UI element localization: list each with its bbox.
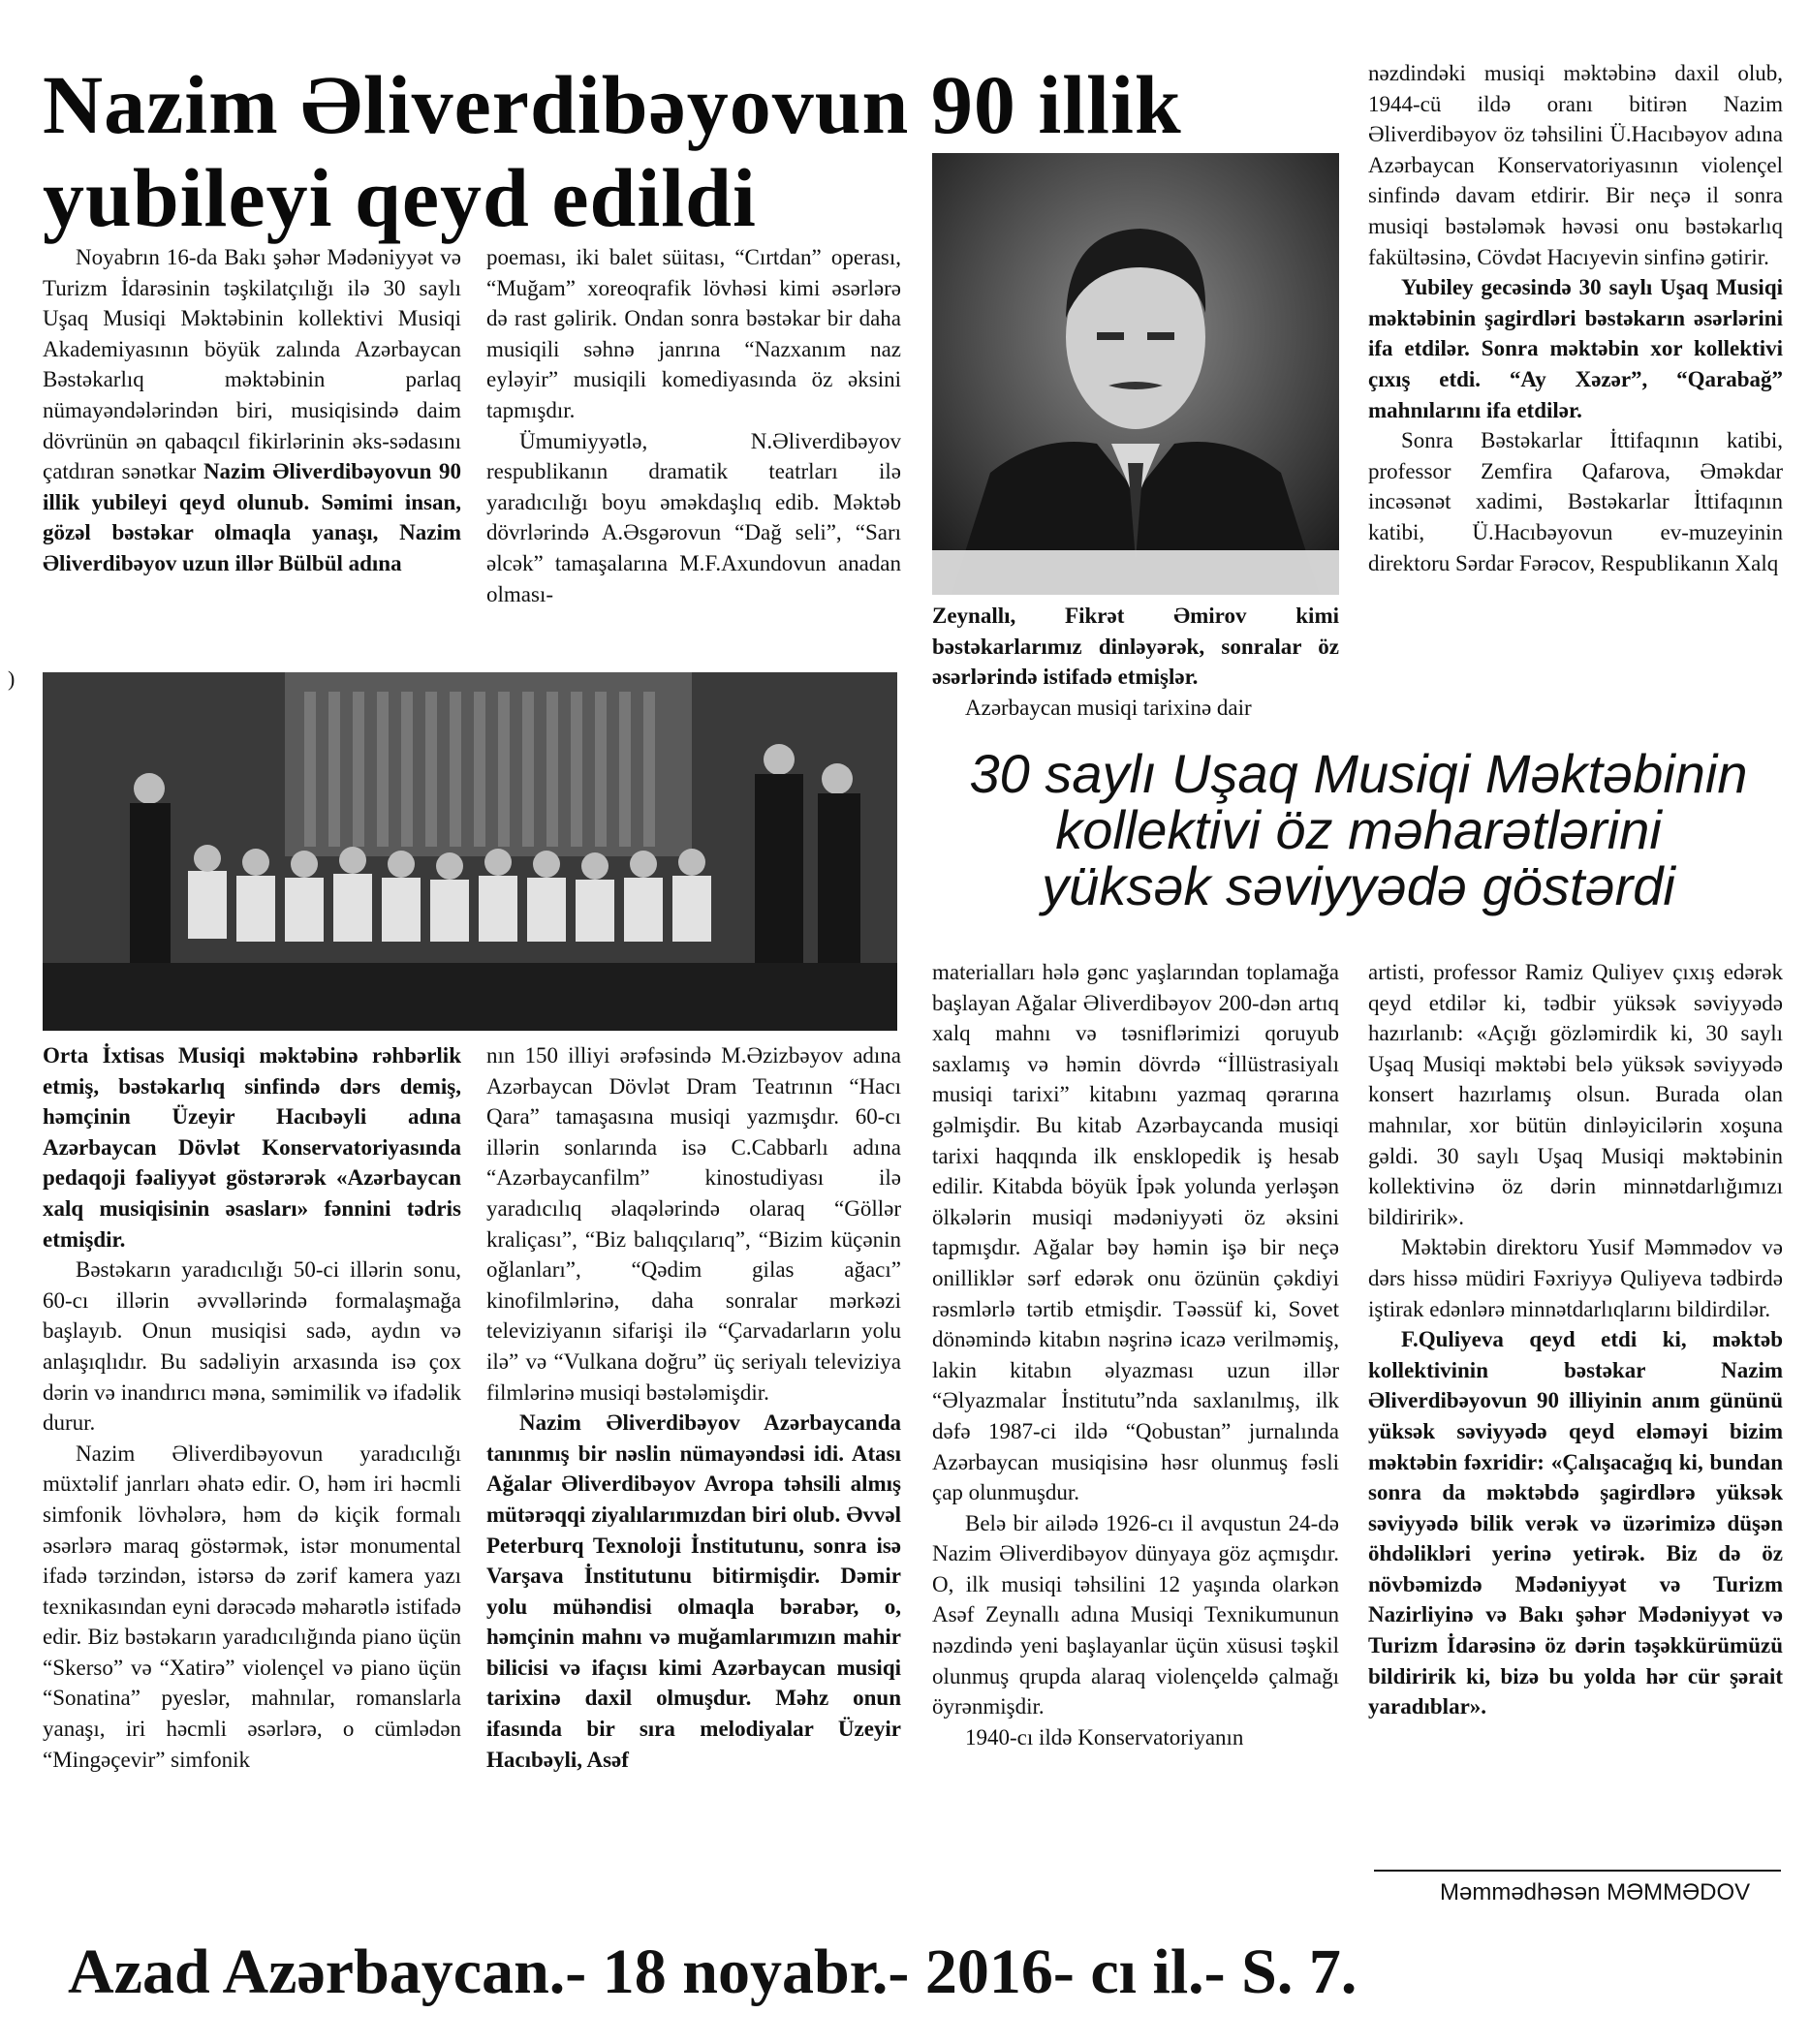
margin-mark: ) <box>8 666 16 691</box>
col4-paragraph-1: nəzdindəki musiqi məktəbinə daxil olub, 1944-cü ildə oranı bitirən Nazim Əliverdibəyov öz təhsilini Ü.Hacıbəyov adına Azərbaycan Konservatoriyasının violençel sinfində davam etdirir. Bir neçə il sonra musiqi bəstələmək həvəsi onu bəstəkarlıq fakültəsinə, Cövdət Hacıyevin sinfinə gətirir. <box>1368 61 1783 269</box>
col4-bottom-paragraph-2: Məktəbin direktoru Yusif Məmmədov və dərs hissə müdiri Fəxriyyə Quliyeva tədbirdə iştirak edənlərə minnətdarlıqlarını bildirdilər. <box>1368 1235 1783 1321</box>
headline-line-2: yubileyi qeyd edildi <box>43 151 757 244</box>
col1-bottom-paragraph-3: Nazim Əliverdibəyovun yaradıcılığı müxtəlif janrları əhatə edir. O, həm iri həcmli simfonik lövhələrə, həm də kiçik formalı əsərlərə maraq göstərmək, istər monumental ifadə tərzindən, istərsə də zərif kamera yazı texnikasından eyni dərəcədə məharətlə istifadə edir. Biz bəstəkarın yaradıcılığında piano üçün “Skerso” və “Xatirə” violençel və piano üçün “Sonatina” pyeslər, mahnılar, romanslarla yanaşı, iri həcmli əsərlərə, o cümlədən “Mingəçevir” simfonik <box>43 1440 461 1772</box>
column-3-top <box>932 601 1339 723</box>
intro-text: Noyabrın 16-da Bakı şəhər Mədəniyyət və Turizm İdarəsinin təşkilatçılığı ilə 30 saylı Uşaq Musiqi Məktəbinin kollektivi Musiqi Akademiyasının böyük zalında Azərbaycan Bəstəkarlıq məktəbinin parlaq nümayəndələrindən biri, musiqisində daim dövrünün ən qabaqcıl fikirlərinin əks-sədasını çatdıran sənətkar <box>43 245 461 484</box>
portrait-caption: Zeynallı, Fikrət Əmirov kimi bəstəkarlarımız dinləyərək, sonralar öz əsərlərində istifadə etmişlər. <box>932 604 1339 690</box>
column-4-bottom <box>1368 957 1783 1722</box>
col4-paragraph-3: Sonra Bəstəkarlar İttifaqının katibi, professor Zemfira Qafarova, Əməkdar incəsənət xadimi, Bəstəkarlar İttifaqının katibi, Ü.Hacıbəyovun ev-muzeyinin direktoru Sərdar Fərəcov, Respublikanın Xalq <box>1368 428 1783 575</box>
col3-bottom-paragraph-1: materialları hələ gənc yaşlarından toplamağa başlayan Ağalar Əliverdibəyov 200-dən artıq xalq mahnı və təsniflərimizi qoruyub saxlamış və həmin dövrdə “İllüstrasiyalı musiqi tarixi” kitabını yazmaq qərarına gəlmişdir. Bu kitab Azərbaycanda musiqi tarixi haqqında ilk ensklopedik iş hesab edilir. Kitabda böyük İpək yolunda yerləşən ölkələrin musiqi mədəniyyəti öz əksini tapmışdır. Ağalar bəy həmin işə bir neçə onilliklər sərf edərək onu özünün çəkdiyi rəsmlərlə tərtib etmişdir. Təəssüf ki, Sovet dönəmində kitabın nəşrinə icazə verilməmiş, lakin kitabın əlyazması uzun illər “Əlyazmalar İnstitutu”nda saxlanılmış, ilk dəfə 1987-ci ildə “Qobustan” jurnalında Azərbaycan musiqisinə həsr olunmuş fəsli çap olunmuşdur. <box>932 960 1339 1505</box>
column-1-top <box>43 242 461 579</box>
col3-bottom-paragraph-3: 1940-cı ildə Konservatoriyanın <box>965 1724 1244 1750</box>
col1-bottom-paragraph-2: Bəstəkarın yaradıcılığı 50-ci illərin sonu, 60-cı illərin əvvəllərində formalaşmağa başlayıb. Onun musiqisi sadə, aydın və anlaşıqlıdır. Bu sadəliyin arxasında isə çox dərin və inandırıcı məna, səmimilik və ifadəlik durur. <box>43 1257 461 1436</box>
portrait-photo <box>932 153 1339 595</box>
portrait-image <box>932 153 1339 595</box>
sub-headline-line-1: 30 saylı Uşaq Musiqi Məktəbinin <box>969 743 1748 804</box>
col2-paragraph-1: poeması, iki balet süitası, “Cırtdan” operası, “Muğam” xoreoqrafik lövhəsi kimi əsərlərə də rast gəlirik. Ondan sonra bəstəkar bir daha musiqili səhnə janrına “Nazxanım naz eyləyir” musiqili komediyasında öz əksini tapmışdır. <box>486 245 901 422</box>
choir-photo <box>43 672 897 1031</box>
column-2-top <box>486 242 901 609</box>
sub-headline-line-3: yüksək səviyyədə göstərdi <box>1042 855 1675 916</box>
source-citation: Azad Azərbaycan.- 18 noyabr.- 2016- cı il.- S. 7. <box>68 1936 1358 2007</box>
col2-paragraph-2: Ümumiyyətlə, N.Əliverdibəyov respublikanın dramatik teatrları ilə yaradıcılığı boyu əməkdaşlıq edib. Məktəb dövrlərində A.Əsgərovun “Dağ seli”, “Sarı əlcək” tamaşalarına M.F.Axundovun anadan olması- <box>486 428 901 606</box>
choir-image <box>43 672 897 1031</box>
intro-bold-text: Nazim Əliverdibəyovun 90 illik yubileyi qeyd olunub. Səmimi insan, gözəl bəstəkar olmaqla yanaşı, Nazim Əliverdibəyov uzun illər Bülbül adına <box>43 459 461 575</box>
col2-bottom-paragraph-2: Nazim Əliverdibəyov Azərbaycanda tanınmış bir nəslin nümayəndəsi idi. Atası Ağalar Əliverdibəyov Avropa təhsili almış mütərəqqi ziyalılarımızdan biri olub. Əvvəl Peterburq Texnoloji İnstitutunu, sonra isə Varşava İnstitutunu bitirmişdir. Dəmir yolu mühəndisi olmaqla bərabər, o, həmçinin mahnı və muğamlarımızın mahir bilicisi və ifaçısı kimi Azərbaycan musiqi tarixinə daxil olmuşdur. Məhz onun ifasında bir sıra melodiyalar Üzeyir Hacıbəyli, Asəf <box>486 1410 901 1772</box>
intro-paragraph <box>43 242 461 579</box>
column-2-bottom <box>486 1040 901 1775</box>
column-1-bottom <box>43 1040 461 1775</box>
column-4-top <box>1368 58 1783 578</box>
col4-paragraph-2: Yubiley gecəsində 30 saylı Uşaq Musiqi məktəbinin şagirdləri bəstəkarın əsərlərini ifa etdilər. Sonra məktəbin xor kollektivi çıxış etdi. “Ay Xəzər”, “Qarabağ” mahnılarını ifa etdilər. <box>1368 275 1783 422</box>
col4-bottom-paragraph-3: F.Quliyeva qeyd etdi ki, məktəb kollektivinin bəstəkar Nazim Əliverdibəyovun 90 illiyinin anım gününü yüksək səviyyədə qeyd eləməyi bizim məktəbin fəxridir: «Çalışacağıq ki, bundan sonra da məktəbdə şagirdlərə yüksək səviyyədə bilik verək və üzərimizə düşən öhdəlikləri yerinə yetirək. Biz də öz növbəmizdə Mədəniyyət və Turizm Nazirliyinə və Bakı şəhər Mədəniyyət və Turizm İdarəsinə öz dərin təşəkkürümüzü bildiririk ki, bizə bu yolda hər cür şərait yaradıblar». <box>1368 1327 1783 1719</box>
author-signature: Məmmədhəsən MƏMMƏDOV <box>1440 1879 1751 1905</box>
col3-bottom-paragraph-2: Belə bir ailədə 1926-cı il avqustun 24-də Nazim Əliverdibəyov dünyaya göz açmışdır. O, ilk musiqi təhsilini 12 yaşında olarkən Asəf Zeynallı adına Musiqi Texnikumunun nəzdində yeni başlayanlar üçün xüsusi təşkil olunmuş qrupda alaraq violençeldə çalmağı öyrənmişdir. <box>932 1510 1339 1719</box>
column-3-bottom <box>932 957 1339 1752</box>
headline-line-1: Nazim Əliverdibəyovun 90 illik <box>43 58 1182 151</box>
col1-bottom-paragraph-1: Orta İxtisas Musiqi məktəbinə rəhbərlik etmiş, bəstəkarlıq sinfində dərs demiş, həmçinin Üzeyir Hacıbəyli adına Azərbaycan Dövlət Konservatoriyasında pedaqoji fəaliyyət göstərərək «Azərbaycan xalq musiqisinin əsasları» fənnini tədris etmişdir. <box>43 1043 461 1252</box>
col2-bottom-paragraph-1: nın 150 illiyi ərəfəsində M.Əzizbəyov adına Azərbaycan Dövlət Dram Teatrının “Hacı Qara” tamaşasına musiqi yazmışdır. 60-cı illərin sonlarında isə C.Cabbarlı adına “Azərbaycanfilm” kinostudiyası ilə yaradıcılıq əlaqələrində olaraq “Göllər kraliçası”, “Biz balıqçılarıq”, “Bizim küçənin oğlanları”, “Qədim gilas ağacı” kinofilmlərinə, daha sonralar mərkəzi televiziyanın sifarişi ilə “Çarvadarların yolu ilə” və “Vulkana doğru” üç seriyalı televiziya filmlərinə musiqi bəstələmişdir. <box>486 1043 901 1405</box>
col4-bottom-paragraph-1: artisti, professor Ramiz Quliyev çıxış edərək qeyd etdilər ki, tədbir yüksək səviyyədə hazırlanıb: «Açığı gözləmirdik ki, 30 saylı Uşaq Musiqi məktəbi belə yüksək səviyyədə konsert hazırlamış olsun. Burada olan mahnılar, xor bütün dinləyicilərin xoşuna gəldi. 30 saylı Uşaq Musiqi məktəbinin kollektivinə öz dərin minnətdarlığımızı bildiririk». <box>1368 960 1783 1229</box>
signature-rule <box>1374 1870 1781 1872</box>
sub-headline <box>932 743 1785 916</box>
sub-headline-line-2: kollektivi öz məharətlərini <box>1055 799 1662 860</box>
col3-continuation: Azərbaycan musiqi tarixinə dair <box>965 695 1252 720</box>
